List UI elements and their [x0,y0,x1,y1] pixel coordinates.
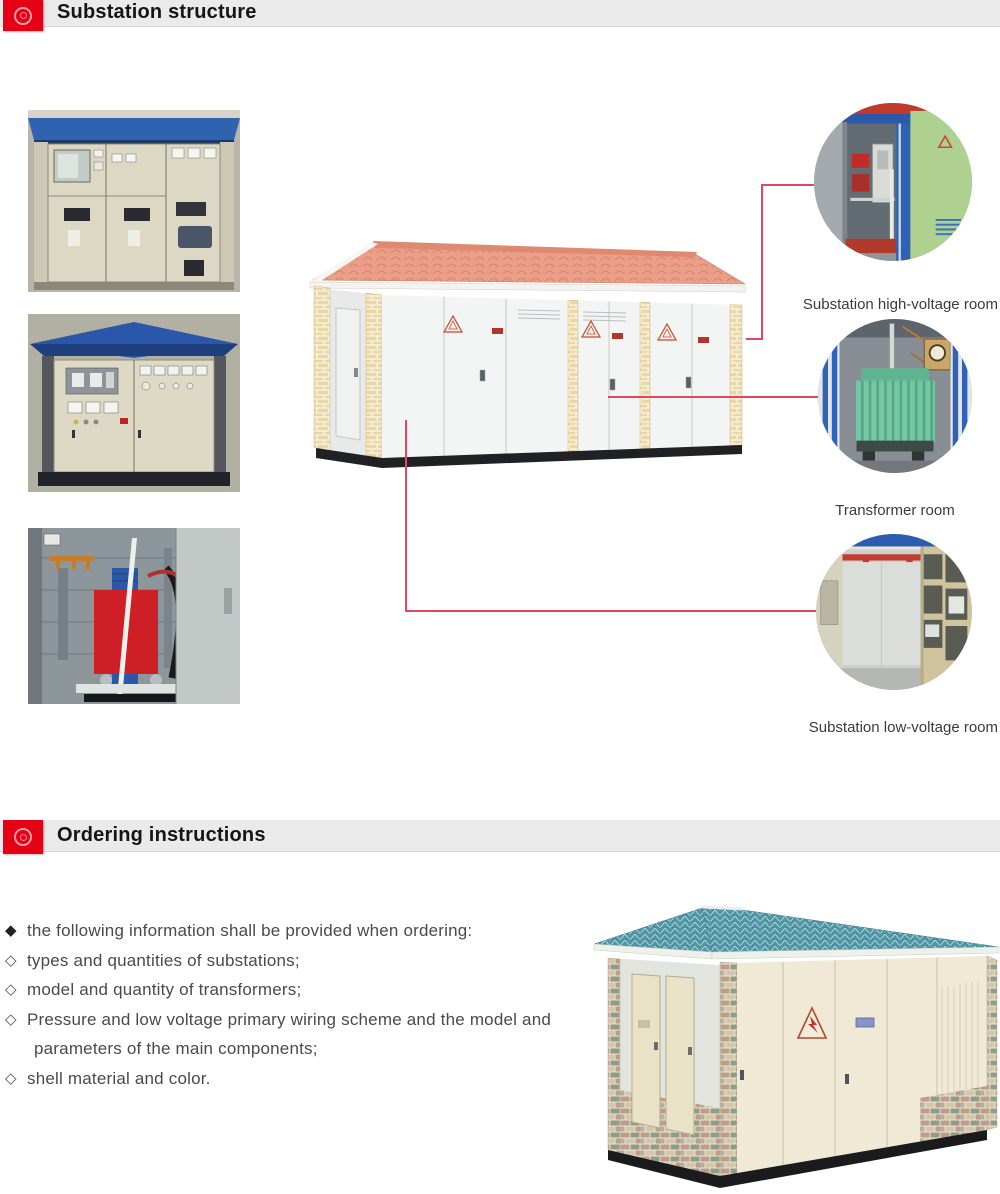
high-voltage-room-photo [814,103,972,261]
list-item [5,975,625,1005]
list-item-text: parameters of the main components; [34,1039,318,1058]
list-item-text: the following information shall be provided when ordering: [27,921,473,940]
substation-building-photo [580,892,1000,1194]
bullseye-icon [14,7,32,25]
transformer-room-label: Transformer room [835,502,955,519]
section-title-ordering: Ordering instructions [57,824,266,846]
diamond-outline-icon: ◇ [5,1069,17,1087]
high-voltage-room-label: Substation high-voltage room [802,296,998,313]
list-item [5,946,625,976]
lv-switchgear-photo [28,314,240,497]
section-marker-chip [3,820,43,854]
list-item-text: model and quantity of transformers; [27,980,302,999]
diamond-outline-icon: ◇ [5,1010,17,1028]
list-item [5,916,625,946]
diamond-outline-icon: ◇ [5,951,17,969]
low-voltage-room-label: Substation low-voltage room [808,719,998,736]
list-item-text: shell material and color. [27,1068,211,1088]
dry-transformer-photo [28,528,240,709]
diamond-outline-icon: ◇ [5,981,17,998]
list-item-text: types and quantities of substations; [27,950,300,970]
section-title-substation: Substation structure [57,1,257,23]
list-item-continuation [5,1034,625,1064]
list-item [5,1005,625,1035]
transformer-room-photo [818,319,972,473]
low-voltage-room-photo [816,534,972,690]
section-marker-chip [3,0,43,31]
list-item-text: Pressure and low voltage primary wiring scheme and the model and [27,1009,552,1029]
ordering-requirements-list [5,916,625,1093]
substation-building-illustration [308,232,752,475]
diamond-filled-icon: ◆ [5,922,17,939]
bullseye-icon [14,828,32,846]
list-item [5,1064,625,1094]
hv-switchgear-photo [28,110,240,297]
